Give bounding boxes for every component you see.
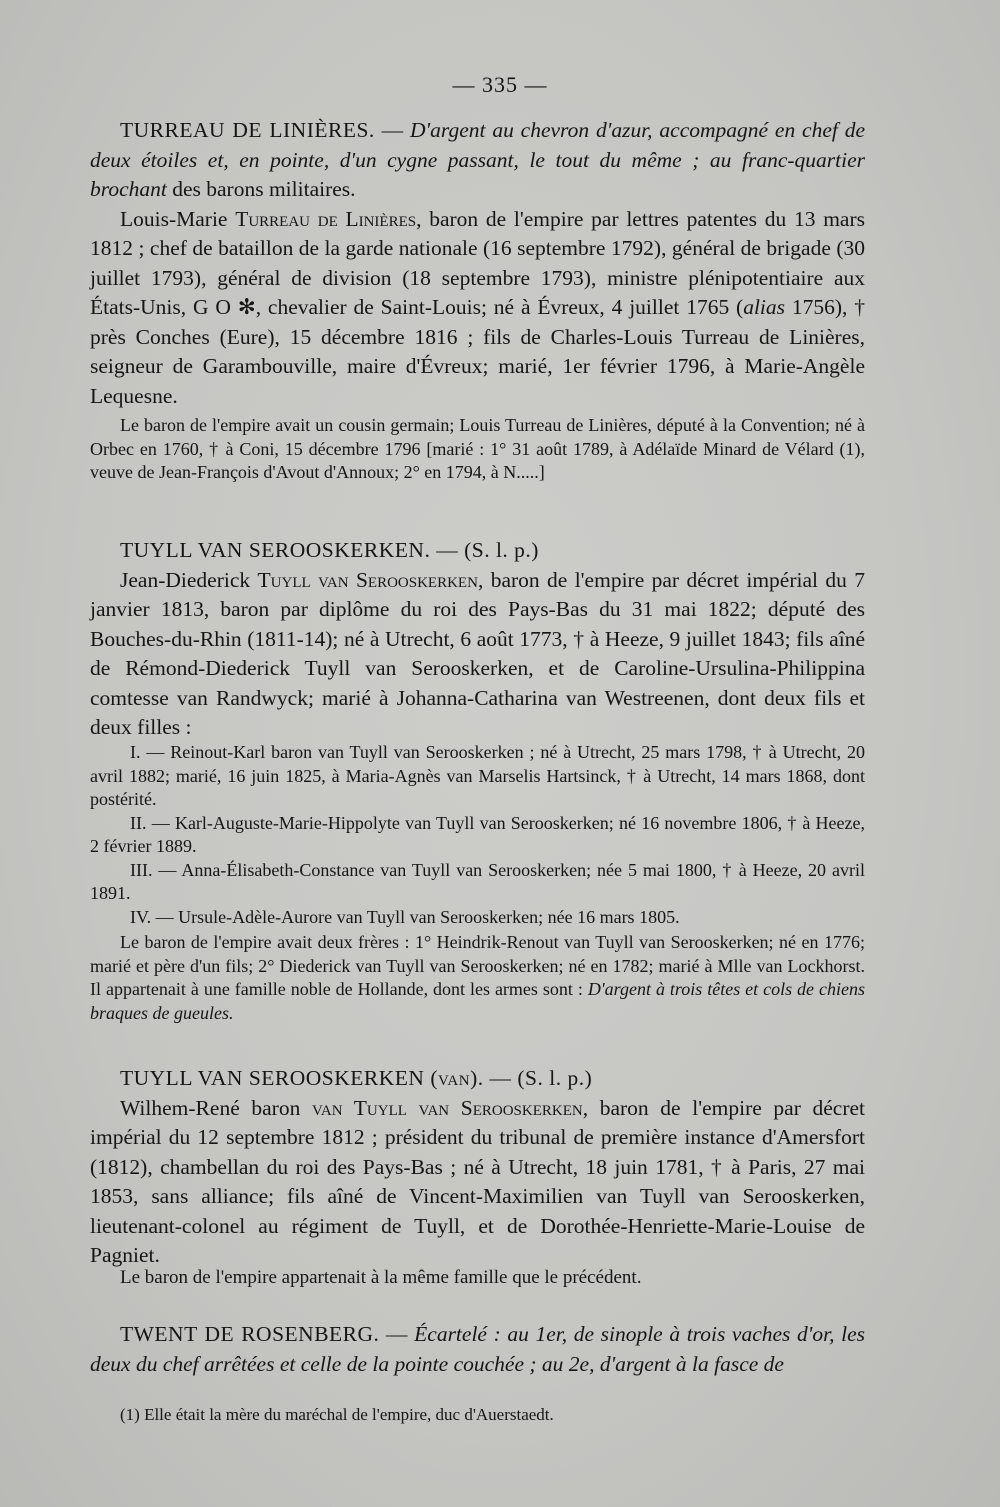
biography-text: , baron de l'empire par lettres patentes du 13 mars 1812 ; chef de bataillon de la garde nationale (16 septembre 1792), général de brigade (30 juillet 1793), général de division (18 septembre 1793), ministre plénipotentiaire aux États-Unis, G O ✻, chevalier de Saint-Louis; né à Évreux, 4 juillet 1765 ( (90, 206, 865, 319)
heading-dash: — (379, 1322, 415, 1346)
page-number: — 335 — (452, 72, 548, 97)
blazon-tail: des barons militaires. (166, 177, 356, 201)
blazon-text: D'argent au chevron d'azur, accompagné en chef de deux étoiles et, en pointe, d'un cygne passant, le tout du même ; au franc-quartier brochant (90, 118, 866, 201)
entry-tuyll-van (90, 1064, 865, 1271)
biography-text: Jean-Diederick (120, 567, 258, 592)
person-name: Turreau de Linières (235, 206, 417, 231)
entry-heading: TWENT DE ROSENBERG. (120, 1322, 380, 1346)
biography-text: Wilhem-René baron (120, 1095, 312, 1120)
biography-text: , baron de l'empire par décret impérial du 7 janvier 1813, baron par diplôme du roi des Pays-Bas du 31 mai 1822; député des Bouches-du-Rhin (1811-14); né à Utrecht, 6 août 1773, † à Heeze, 9 juillet 1843; fils aîné de Rémond-Diederick Tuyll van Serooskerken, et de Caroline-Ursulina-Philippina comtesse van Randwyck; marié à Johanna-Catharina van Westreenen, dont deux fils et deux filles : (90, 567, 866, 739)
heading-particle: van (438, 1066, 471, 1090)
entry-heading: TUYLL VAN SEROOSKERKEN. — (S. l. p.) (120, 538, 539, 562)
blazon-text: D'argent à trois têtes et cols de chiens braques de gueules. (90, 979, 865, 1023)
person-name: Tuyll van Serooskerken (257, 567, 478, 592)
tuyll-children (90, 741, 865, 1025)
turreau-note (90, 414, 865, 485)
entry-heading-tail: ). — (S. l. p.) (470, 1066, 593, 1090)
child-entry: IV. — Ursule-Adèle-Aurore van Tuyll van Serooskerken; née 16 mars 1805. (130, 906, 680, 927)
entry-heading: TURREAU DE LINIÈRES. (120, 118, 375, 142)
alias-word: alias (743, 295, 786, 319)
entry-twent (90, 1320, 865, 1379)
child-entry: I. — Reinout-Karl baron van Tuyll van Serooskerken ; né à Utrecht, 25 mars 1798, † à Utrecht, 20 avril 1882; marié, 16 juin 1825, à Maria-Agnès van Marselis Hartsinck, † à Utrecht, 14 mars 1868, dont postérité. (90, 742, 865, 809)
footnote-text: (1) Elle était la mère du maréchal de l'empire, duc d'Auerstaedt. (120, 1405, 554, 1424)
tuyll-van-note (90, 1266, 865, 1290)
entry-tuyll (90, 536, 865, 743)
note-text: Le baron de l'empire avait un cousin germain; Louis Turreau de Linières, député à la Convention; né à Orbec en 1760, † à Coni, 15 décembre 1796 [marié : 1° 31 août 1789, à Adélaïde Minard de Vélard (1), veuve de Jean-François d'Avout d'Annoux; 2° en 1794, à N.....] (90, 415, 865, 482)
note-text: Le baron de l'empire avait deux frères : 1° Heindrik-Renout van Tuyll van Serooskerken; né en 1776; marié et père d'un fils; 2° Diederick van Tuyll van Serooskerken; né en 1782; marié à Mlle van Lockhorst. Il appartenait à une famille noble de Hollande, dont les armes sont : (90, 932, 865, 999)
child-entry: III. — Anna-Élisabeth-Constance van Tuyll van Serooskerken; née 5 mai 1800, † à Heeze, 20 avril 1891. (90, 859, 865, 903)
footnote (90, 1404, 865, 1426)
note-text: Le baron de l'empire appartenait à la même famille que le précédent. (120, 1267, 642, 1288)
biography-text: , baron de l'empire par décret impérial du 12 septembre 1812 ; président du tribunal de première instance d'Amersfort (1812), chambellan du roi des Pays-Bas ; né à Utrecht, 18 juin 1781, † à Paris, 27 mai 1853, sans alliance; fils aîné de Vincent-Maximilien van Tuyll van Serooskerken, lieutenant-colonel au régiment de Tuyll, et de Dorothée-Henriette-Marie-Louise de Pagniet. (90, 1095, 866, 1267)
entry-heading: TUYLL VAN SEROOSKERKEN ( (120, 1066, 438, 1090)
biography-text: 1756), † près Conches (Eure), 15 décembre 1816 ; fils de Charles-Louis Turreau de Linières, seigneur de Garambouville, maire d'Évreux; marié, 1er février 1796, à Marie-Angèle Lequesne. (90, 295, 865, 408)
biography-text: Louis-Marie (120, 206, 236, 231)
entry-turreau (90, 116, 865, 411)
blazon-text: Écartelé : au 1er, de sinople à trois vaches d'or, les deux du chef arrêtées et celle de la pointe couchée ; au 2e, d'argent à la fasce de (90, 1322, 865, 1376)
person-name: van Tuyll van Serooskerken (311, 1095, 583, 1120)
child-entry: II. — Karl-Auguste-Marie-Hippolyte van Tuyll van Serooskerken; né 16 novembre 1806, † à Heeze, 2 février 1889. (90, 812, 865, 856)
heading-dash: — (374, 118, 411, 142)
